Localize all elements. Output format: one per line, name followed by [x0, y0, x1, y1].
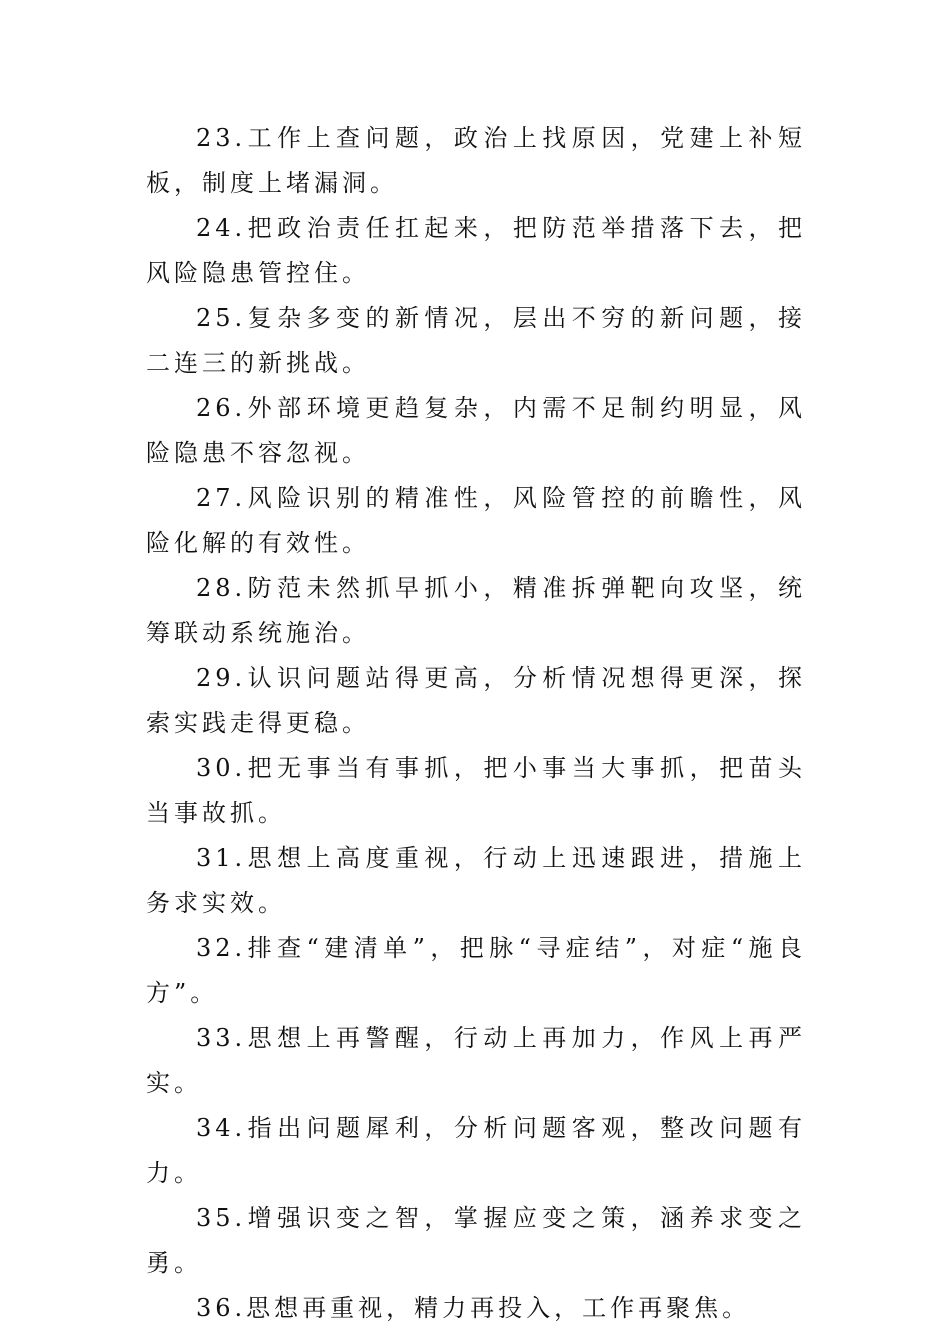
paragraph-item-23 — [146, 116, 806, 206]
item-number: 26. — [196, 394, 247, 422]
item-number: 27. — [196, 484, 247, 512]
item-text: 外部环境更趋复杂，内需不足制约明显，风险隐患不容忽视。 — [146, 394, 806, 467]
item-number: 28. — [196, 574, 247, 602]
item-number: 23. — [196, 124, 247, 152]
item-text: 思想上高度重视，行动上迅速跟进，措施上务求实效。 — [146, 844, 806, 917]
item-number: 34. — [196, 1114, 247, 1142]
paragraph-item-35 — [146, 1196, 806, 1286]
paragraph-item-30 — [146, 746, 806, 836]
paragraph-item-32 — [146, 926, 806, 1016]
paragraph-item-33 — [146, 1016, 806, 1106]
item-text: 增强识变之智，掌握应变之策，涵养求变之勇。 — [146, 1204, 806, 1277]
item-number: 33. — [196, 1024, 247, 1052]
item-number: 30. — [196, 754, 247, 782]
item-text: 排查“建清单”，把脉“寻症结”，对症“施良方”。 — [146, 934, 806, 1007]
paragraph-item-27 — [146, 476, 806, 566]
item-number: 25. — [196, 304, 247, 332]
paragraph-item-26 — [146, 386, 806, 476]
item-text: 认识问题站得更高，分析情况想得更深，探索实践走得更稳。 — [146, 664, 806, 737]
item-number: 29. — [196, 664, 247, 692]
paragraph-item-29 — [146, 656, 806, 746]
item-number: 36. — [196, 1294, 247, 1322]
item-number: 24. — [196, 214, 247, 242]
item-number: 31. — [196, 844, 247, 872]
item-text: 风险识别的精准性，风险管控的前瞻性，风险化解的有效性。 — [146, 484, 806, 557]
document-page — [146, 116, 806, 1331]
item-text: 工作上查问题，政治上找原因，党建上补短板，制度上堵漏洞。 — [146, 124, 806, 197]
item-text: 指出问题犀利，分析问题客观，整改问题有力。 — [146, 1114, 806, 1187]
item-text: 思想再重视，精力再投入，工作再聚焦。 — [246, 1294, 751, 1322]
item-text: 把无事当有事抓，把小事当大事抓，把苗头当事故抓。 — [146, 754, 806, 827]
item-number: 35. — [196, 1204, 247, 1232]
paragraph-item-24 — [146, 206, 806, 296]
item-text: 思想上再警醒，行动上再加力，作风上再严实。 — [146, 1024, 806, 1097]
item-text: 把政治责任扛起来，把防范举措落下去，把风险隐患管控住。 — [146, 214, 806, 287]
paragraph-item-34 — [146, 1106, 806, 1196]
item-number: 32. — [196, 934, 247, 962]
item-text: 防范未然抓早抓小，精准拆弹靶向攻坚，统筹联动系统施治。 — [146, 574, 806, 647]
item-text: 复杂多变的新情况，层出不穷的新问题，接二连三的新挑战。 — [146, 304, 806, 377]
paragraph-item-25 — [146, 296, 806, 386]
paragraph-item-36 — [146, 1286, 806, 1331]
paragraph-item-31 — [146, 836, 806, 926]
paragraph-item-28 — [146, 566, 806, 656]
